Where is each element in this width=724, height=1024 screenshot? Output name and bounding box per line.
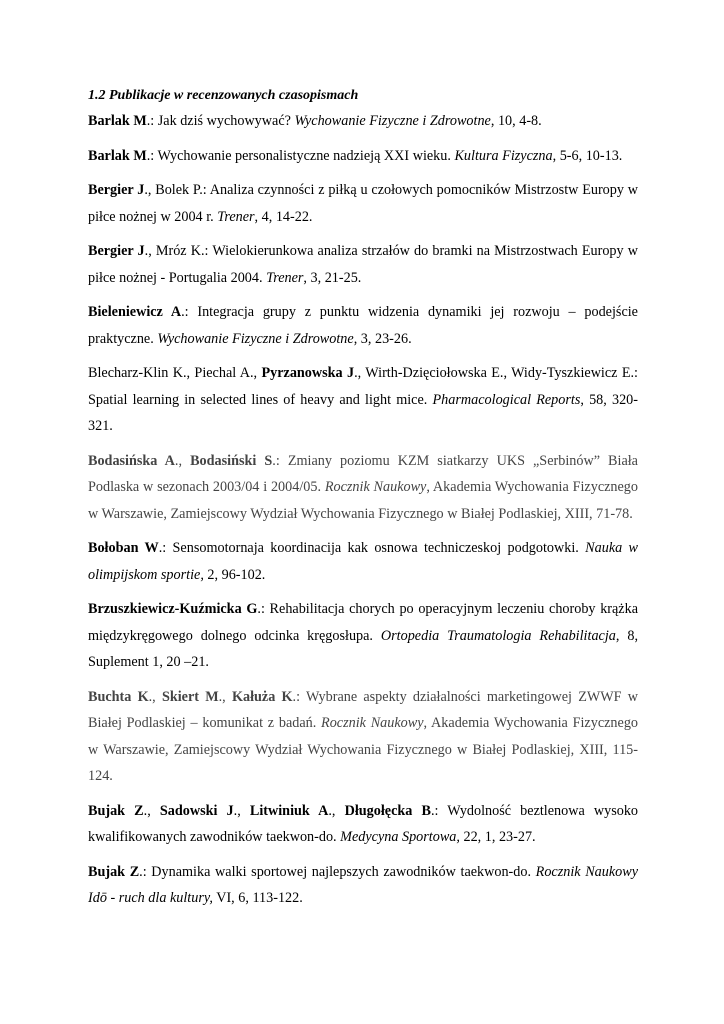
journal-title: Pharmacological Reports (432, 391, 581, 408)
journal-title: Trener (266, 269, 304, 286)
publication-entry (88, 238, 638, 291)
journal-title: Wychowanie Fizyczne i Zdrowotne (157, 330, 354, 347)
author-name: Pyrzanowska J (261, 365, 355, 381)
journal-title: Kultura Fizyczna (454, 147, 553, 164)
entry-text: , 8, Suplement 1, 20 –21. (88, 627, 638, 670)
entry-text: ., (143, 802, 160, 819)
author-name: Litwiniuk A (249, 802, 329, 819)
entry-text: ., (328, 802, 345, 819)
author-name: Bujak Z (88, 802, 144, 819)
publication-entry (88, 684, 638, 790)
author-name: Bujak Z (88, 863, 140, 880)
entry-text: .: Wybrane aspekty działalności marketingowej ZWWF w Białej Podlaskiej – komunikat z badań. (88, 688, 639, 731)
entry-text: ., (218, 688, 232, 705)
author-name: Bołoban W (88, 540, 159, 556)
entry-text: , 5-6, 10-13. (552, 147, 623, 164)
author-name: Bodasińska A (88, 452, 175, 469)
entry-text: , 58, 320-321. (88, 391, 638, 434)
entry-text: , 10, 4-8. (490, 113, 542, 129)
entry-text: 22, 1, 23-27. (459, 829, 536, 845)
entry-text: .: Rehabilitacja chorych po operacyjnym leczeniu choroby krążka międzykręgowego dolnego odcinka kręgosłupa. (88, 601, 638, 644)
publication-entry (88, 143, 638, 170)
entry-text: , Akademia Wychowania Fizycznego w Warszawie, Zamiejscowy Wydział Wychowania Fizycznego w Białej Podlaskiej, XIII, 71-78. (88, 479, 638, 522)
entry-text: 2, 96-102. (203, 566, 266, 583)
entry-text: .: Zmiany poziomu KZM siatkarzy UKS „Serbinów” Biała Podlaska w sezonach 2003/04 i 2004/05. (88, 452, 638, 495)
publication-entry (88, 859, 638, 912)
entry-text: ., Mróz K.: Wielokierunkowa analiza strzałów do bramki na Mistrzostwach Europy w piłce nożnej - Portugalia 2004. (88, 243, 638, 286)
entry-text: .: Jak dziś wychowywać? (146, 113, 295, 129)
publication-entry (88, 448, 638, 528)
section-heading: 1.2 Publikacje w recenzowanych czasopismach (88, 88, 359, 103)
journal-title: Rocznik Naukowy (324, 479, 427, 495)
journal-title: Rocznik Naukowy (321, 715, 424, 731)
publication-entry (88, 108, 638, 135)
entry-text: .: Dynamika walki sportowej najlepszych zawodników taekwon-do. (139, 863, 536, 880)
publication-entry (88, 177, 638, 230)
publication-entry (88, 596, 638, 676)
entry-text: .: Sensomotornaja koordinacija kak osnowa techniczeskoj podgotowki. (158, 540, 586, 556)
author-name: Brzuszkiewicz-Kuźmicka G (88, 601, 258, 617)
publication-entry (88, 360, 638, 440)
author-name: Bodasiński S (190, 452, 273, 469)
author-name: Bergier J (88, 182, 145, 198)
entry-text: , 4, 14-22. (254, 208, 313, 225)
entry-text: , 3, 23-26. (353, 330, 412, 347)
entry-text: .: Wychowanie personalistyczne nadzieją XXI wieku. (146, 147, 455, 164)
author-name: Barlak M (88, 113, 147, 129)
author-name: Bergier J (88, 243, 145, 259)
entry-text: , 3, 21-25. (303, 269, 362, 286)
entry-text: VI, 6, 113-122. (212, 890, 303, 906)
author-name: Sadowski J (159, 802, 234, 819)
entry-text: ., Bolek P.: Analiza czynności z piłką u czołowych pomocników Mistrzostw Europy w piłce nożnej w 2004 r. (88, 182, 639, 225)
author-name: Barlak M (88, 147, 147, 164)
entry-text: ., (174, 452, 191, 469)
entry-text: Blecharz-Klin K., Piechal A., (88, 365, 262, 381)
publication-entry (88, 798, 638, 851)
author-name: Kałuża K (231, 688, 293, 705)
entry-text: , Akademia Wychowania Fizycznego w Warszawie, Zamiejscowy Wydział Wychowania Fizycznego w Białej Podlaskiej, XIII, 115-124. (88, 715, 639, 784)
entry-text: ., Wirth-Dzięciołowska E., Widy-Tyszkiewicz E.: Spatial learning in selected lines of heavy and light mice. (88, 365, 638, 408)
entry-text: ., (148, 688, 162, 705)
entry-text: .: Integracja grupy z punktu widzenia dynamiki jej rozwoju – podejście praktyczne. (88, 304, 638, 347)
author-name: Długołęcka B (344, 802, 431, 819)
journal-title: Trener (217, 208, 255, 225)
publication-entry (88, 299, 638, 352)
journal-title: Rocznik Naukowy Idō - ruch dla kultury, (88, 863, 639, 906)
publication-entry (88, 535, 638, 588)
author-name: Bieleniewicz A (88, 304, 182, 320)
author-name: Skiert M (161, 688, 219, 705)
publication-list (88, 108, 638, 912)
entry-text: .: Wydolność beztlenowa wysoko kwalifikowanych zawodników taekwon-do. (88, 802, 639, 845)
journal-title: Ortopedia Traumatologia Rehabilitacja (380, 627, 616, 644)
author-name: Buchta K (88, 688, 149, 705)
entry-text: ., (233, 802, 250, 819)
journal-title: Wychowanie Fizyczne i Zdrowotne (294, 113, 491, 129)
journal-title: Medycyna Sportowa, (340, 829, 460, 845)
journal-title: Nauka w olimpijskom sportie, (88, 540, 638, 583)
